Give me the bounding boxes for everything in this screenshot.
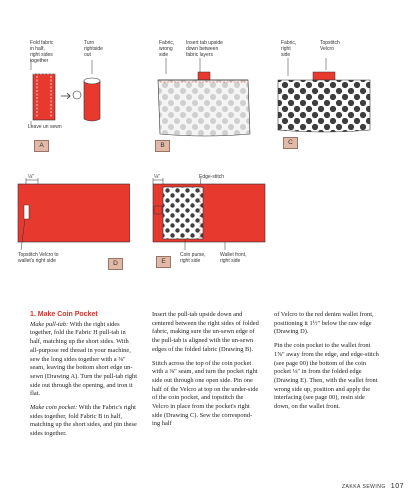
paragraph-velcro-wallet: of Velcro to the red denim wallet front, positioning it 1½" below the raw edge (Drawing D). [274,311,374,336]
footer-section-title: ZAKKA SEWING [342,484,386,490]
figure-tag-e: E [156,256,171,268]
page-footer [342,483,404,490]
paragraph-insert-pull-tab: Insert the pull-tab upside down and centered between the right sides of folded fabric, making sure the un-sewn edge of the pull-tab is aligned with the un-sewn edges of the folded fabric (Drawing B). [152,311,259,353]
label-topstitch-velcro: Topstitch Velcro [320,40,340,52]
text-column-1 [30,311,138,444]
label-insert-tab: Insert tab upside down between fabric layers [186,40,223,58]
paragraph-stitch-across: Stitch across the top of the coin pocket with a ⅜" seam, and turn the pocket right side out through one open side. Pin one half of the Velcro at top on the under-side of the coin pocket, and topstitch the Velcro in place from the pocket's right side (Drawing C). Sew the correspond-ing half [152,359,259,428]
label-coin-purse-right-side: Coin purse, right side [180,252,206,264]
section-heading: 1. Make Coin Pocket [30,311,98,318]
measure-e: ⅛" [154,174,160,180]
coin-pocket-wrong-side-illustration [150,58,255,143]
label-turn-rightside-out: Turn rightside out [84,40,103,58]
paragraph-make-pull-tab: Make pull-tab: With the right sides together, fold the Fabric H pull-tab in half, matching up the short sides. With all-purpose red thread in your machine, sew the long sides together with a ⅜" seam, leaving the bottom short edge un-sewn (Drawing A). Turn the pull-tab right side out through the opening, and iron it flat. [30,320,138,398]
text-column-3 [274,311,382,417]
coin-pocket-right-side-illustration [270,58,380,143]
label-fold-fabric: Fold fabric in half, right sides together [30,40,54,64]
paragraph-make-coin-pocket: Make coin pocket: With the Fabric's right sides together, fold Fabric B in half, matching up the short sides, and pin these sides together. [30,404,137,438]
text-column-2 [152,311,260,434]
paragraph-pin-coin-pocket: Pin the coin pocket to the wallet front 1⅝" away from the edge, and edge-stitch (see page 00) the bottom of the coin pocket ⅛" in from the folded edge (Drawing E). Then, with the wallet front wrong side up, position and apply the interfacing (see page 00), resin side down, on the wallet front. [274,342,379,411]
label-topstitch-velcro-wallet: Topstitch Velcro to wallet's right side [18,252,59,264]
figure-tag-a: A [34,140,49,152]
measure-d: ⅛" [28,174,34,180]
label-fabric-right-side: Fabric, right side [281,40,297,58]
label-leave-unsewn: Leave un sewn [28,124,62,130]
page-number: 107 [390,483,404,490]
wallet-with-coin-purse-illustration [145,178,270,268]
figure-tag-b: B [155,140,170,152]
figure-tag-c: C [283,137,298,149]
label-wallet-front-right-side: Wallet front, right side [220,252,247,264]
figure-tag-d: D [108,258,123,270]
label-edge-stitch: Edge-stitch [199,174,225,180]
pull-tab-illustration [20,60,120,130]
label-fabric-wrong-side: Fabric, wrong side [159,40,175,58]
